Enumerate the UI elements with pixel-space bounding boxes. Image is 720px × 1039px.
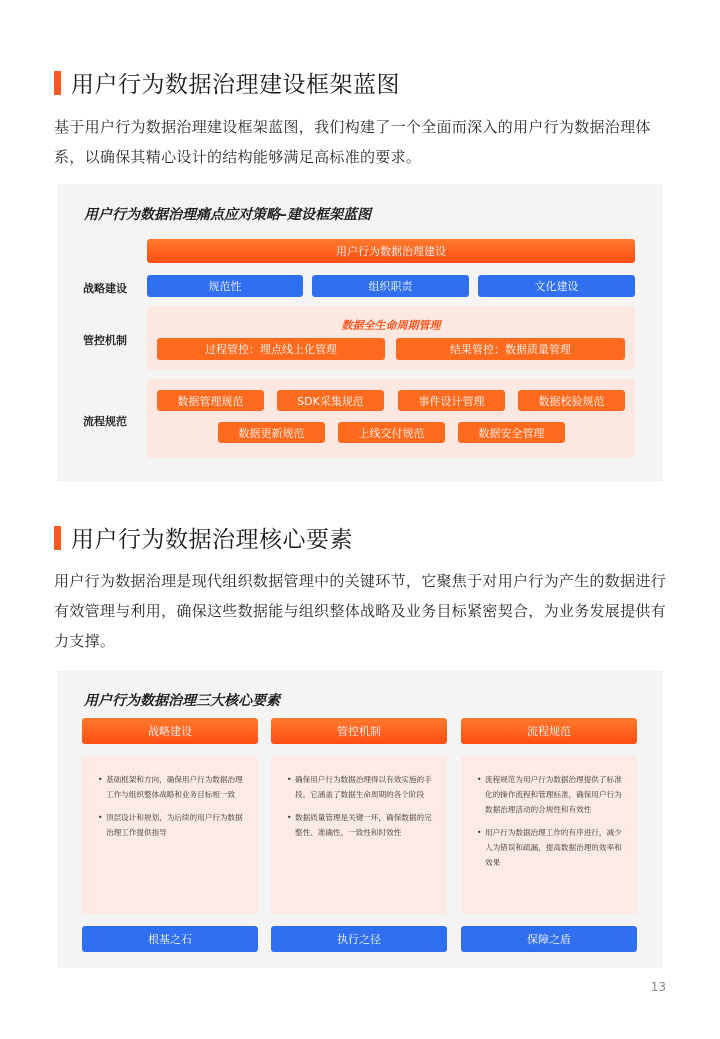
bullet-item: • 顶层设计和规划，为后续的用户行为数据治理工作提供指导 [98,810,244,840]
process-group [147,379,635,458]
column-header: 管控机制 [271,718,447,744]
row-label-process: 流程规范 [83,415,127,428]
bullet-item: • 确保用户行为数据治理得以有效实施的手段。它涵盖了数据生命周期的各个阶段 [287,772,433,802]
control-heading: 数据全生命周期管理 [341,319,441,332]
page-number: 13 [650,980,666,994]
title-accent-bar [54,526,61,550]
section-title-core-elements [54,521,353,554]
title-accent-bar [54,71,61,95]
diagram-title: 用户行为数据治理三大核心要素 [84,693,280,709]
column-footer: 执行之径 [271,926,447,952]
column-header: 流程规范 [461,718,637,744]
strategy-item: 组织职责 [312,275,469,297]
framework-banner: 用户行为数据治理建设 [147,239,635,263]
strategy-item: 规范性 [147,275,303,297]
core-elements-diagram [57,670,663,968]
bullet-item: • 基础框架和方向，确保用户行为数据治理工作与组织整体战略和业务目标相一致 [98,772,244,802]
column-footer: 保障之盾 [461,926,637,952]
diagram-title: 用户行为数据治理痛点应对策略–建设框架蓝图 [84,207,371,223]
control-item: 过程管控：埋点线上化管理 [157,338,385,360]
process-item: 上线交付规范 [338,422,445,443]
process-item: 数据安全管理 [458,422,565,443]
row-label-strategy: 战略建设 [83,282,127,295]
section-title-text: 用户行为数据治理核心要素 [71,527,353,553]
row-label-control: 管控机制 [83,334,127,347]
process-item: 数据更新规范 [218,422,325,443]
process-item: 数据管理规范 [157,390,264,411]
column-footer: 根基之石 [82,926,258,952]
bullet-item: • 流程规范为用户行为数据治理提供了标准化的操作流程和管理标准，确保用户行为数据治理活动的合规性和有效性 [477,772,623,817]
column-body [82,756,258,914]
column-header: 战略建设 [82,718,258,744]
process-item: 事件设计管理 [398,390,505,411]
section-paragraph: 用户行为数据治理是现代组织数据管理中的关键环节，它聚焦于对用户行为产生的数据进行有效管理与利用，确保这些数据能与组织整体战略及业务目标紧密契合，为业务发展提供有力支撑。 [54,572,667,650]
column-body [271,756,447,914]
process-item: SDK采集规范 [277,390,384,411]
bullet-item: • 用户行为数据治理工作的有序进行，减少人为错误和疏漏，提高数据治理的效率和效果 [477,825,623,870]
column-body [461,756,637,914]
framework-diagram [57,184,663,482]
strategy-item: 文化建设 [478,275,635,297]
section-title-framework [54,66,400,99]
process-item: 数据校验规范 [518,390,625,411]
bullet-item: • 数据质量管理是关键一环，确保数据的完整性、准确性、一致性和时效性 [287,810,433,840]
section-paragraph: 基于用户行为数据治理建设框架蓝图，我们构建了一个全面而深入的用户行为数据治理体系，以确保其精心设计的结构能够满足高标准的要求。 [54,118,651,166]
section-title-text: 用户行为数据治理建设框架蓝图 [71,72,400,98]
control-item: 结果管控：数据质量管理 [396,338,625,360]
control-group [147,306,635,370]
